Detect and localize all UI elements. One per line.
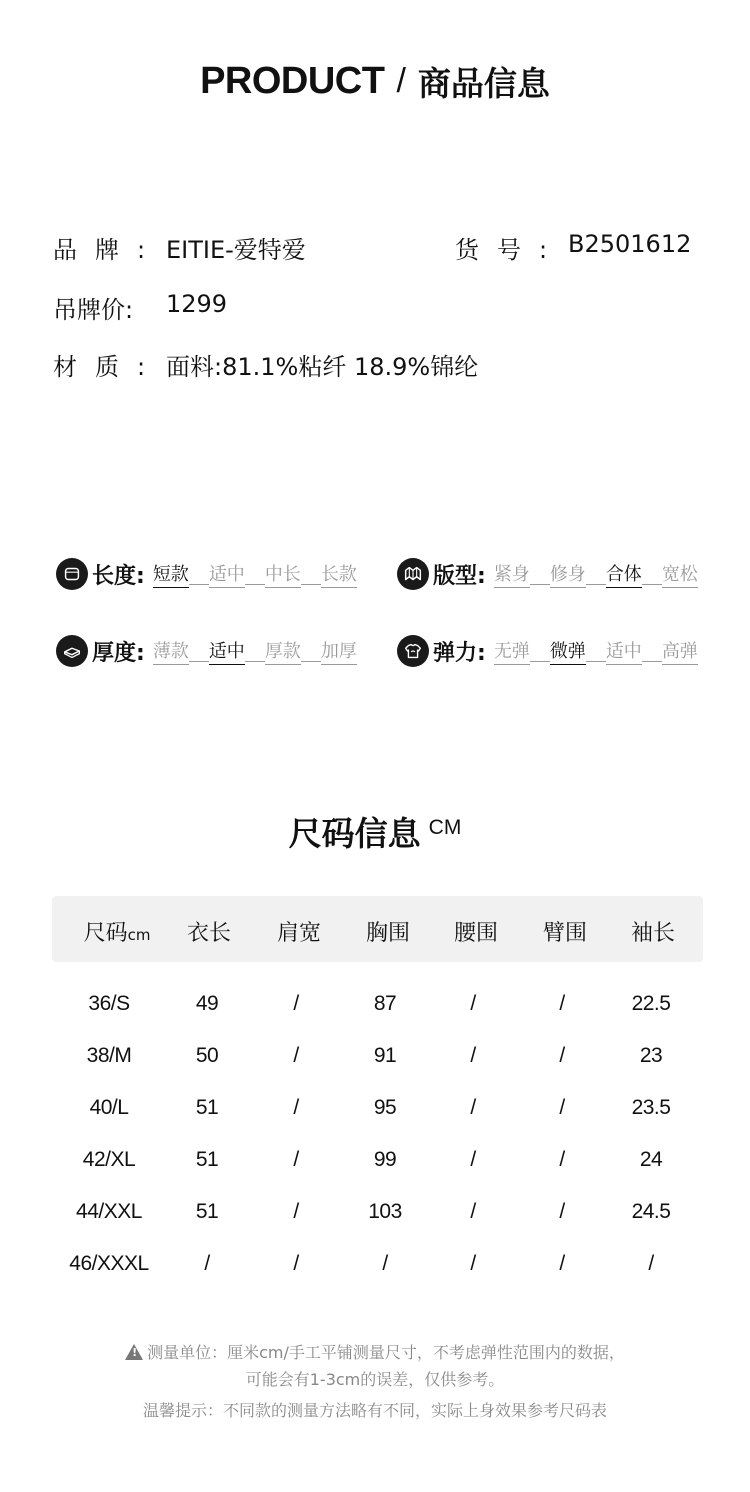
attr-elasticity-option: 无弹 (494, 637, 530, 665)
table-cell: / (559, 1096, 565, 1119)
table-header-cell: 袖长 (630, 921, 675, 946)
table-cell: / (559, 1252, 565, 1275)
table-cell: / (470, 1200, 476, 1223)
note-line-2: 可能会有1-3cm的误差，仅供参考。 (245, 1370, 505, 1389)
table-header-cell: 衣长 (186, 921, 231, 946)
option-gap (301, 640, 321, 662)
elasticity-icon (397, 635, 429, 667)
table-row-size: 36/S (88, 992, 130, 1015)
sku-value: B2501612 (568, 230, 692, 258)
table-cell: / (559, 1200, 565, 1223)
table-cell: 23 (639, 1044, 663, 1067)
attr-length-option: 适中 (209, 560, 245, 588)
material-value: 面料:81.1%粘纤 18.9%锦纶 (166, 353, 479, 381)
attr-fit-name: 版型: (433, 563, 486, 589)
note-line-1 (0, 1340, 750, 1363)
table-header-cell: 臂围 (542, 921, 587, 946)
attr-length-option: 中长 (265, 560, 301, 588)
table-cell: 22.5 (631, 992, 671, 1015)
size-title-unit: CM (428, 815, 462, 839)
attr-length-name: 长度: (92, 563, 145, 589)
attr-elasticity-option: 适中 (606, 637, 642, 665)
attr-thickness-option: 加厚 (321, 637, 357, 665)
column-unit: cm (127, 926, 151, 944)
table-cell: 49 (195, 992, 219, 1015)
table-cell: / (204, 1252, 210, 1275)
table-row-size: 40/L (89, 1096, 129, 1119)
option-gap (586, 640, 606, 662)
attr-fit-option: 合体 (606, 560, 642, 588)
attr-length (56, 557, 357, 591)
table-cell: / (293, 1044, 299, 1067)
header-title-en: PRODUCT (200, 60, 385, 102)
table-cell: / (559, 992, 565, 1015)
table-cell: / (648, 1252, 654, 1275)
table-cell: 51 (195, 1096, 219, 1119)
attr-fit-option: 宽松 (662, 560, 698, 588)
attr-elasticity-option: 高弹 (662, 637, 698, 665)
table-row-size: 42/XL (82, 1148, 136, 1171)
attr-length-option: 短款 (153, 560, 189, 588)
attr-elasticity-name: 弹力: (433, 640, 486, 666)
option-gap (530, 563, 550, 585)
table-cell: / (470, 1044, 476, 1067)
attr-fit-option: 修身 (550, 560, 586, 588)
attr-elasticity-option: 微弹 (550, 637, 586, 665)
table-row-size: 46/XXXL (69, 1252, 149, 1275)
table-cell: 51 (195, 1200, 219, 1223)
brand-row (53, 230, 163, 265)
attr-thickness-option: 薄款 (153, 637, 189, 665)
table-cell: / (559, 1044, 565, 1067)
table-cell: / (470, 1096, 476, 1119)
table-cell: / (293, 1096, 299, 1119)
table-cell: 87 (373, 992, 397, 1015)
attr-thickness-option: 适中 (209, 637, 245, 665)
table-cell: 24.5 (631, 1200, 671, 1223)
brand-label: 品牌: (53, 236, 164, 264)
table-header-cell: 肩宽 (276, 921, 321, 946)
option-gap (586, 563, 606, 585)
table-cell: 51 (195, 1148, 219, 1171)
table-cell: / (470, 992, 476, 1015)
table-cell: / (293, 1200, 299, 1223)
length-icon (56, 558, 88, 590)
option-gap (301, 563, 321, 585)
table-header-size (72, 916, 162, 947)
table-row-size: 44/XXL (76, 1200, 142, 1223)
table-cell: / (470, 1148, 476, 1171)
brand-value: EITIE-爱特爱 (166, 236, 306, 264)
material-row (53, 347, 163, 382)
attr-thickness-name: 厚度: (92, 640, 145, 666)
table-cell: / (382, 1252, 388, 1275)
table-header-cell: 腰围 (453, 921, 498, 946)
sku-label: 货号: (455, 236, 566, 264)
table-cell: / (293, 1252, 299, 1275)
table-cell: 24 (639, 1148, 663, 1171)
attr-elasticity (397, 634, 698, 668)
table-cell: 99 (373, 1148, 397, 1171)
table-cell: / (470, 1252, 476, 1275)
attr-thickness-option: 厚款 (265, 637, 301, 665)
option-gap (530, 640, 550, 662)
table-cell: 23.5 (631, 1096, 671, 1119)
option-gap (642, 640, 662, 662)
option-gap (189, 640, 209, 662)
warning-icon (125, 1344, 143, 1360)
table-cell: 95 (373, 1096, 397, 1119)
attr-fit (397, 557, 698, 591)
table-cell: 91 (373, 1044, 397, 1067)
attr-length-option: 长款 (321, 560, 357, 588)
thickness-icon (56, 635, 88, 667)
header-separator: / (396, 62, 406, 100)
note-text: 测量单位：厘米cm/手工平铺测量尺寸，不考虑弹性范围内的数据， (147, 1343, 625, 1362)
table-row-size: 38/M (86, 1044, 132, 1067)
option-gap (189, 563, 209, 585)
note-line-3: 温馨提示：不同款的测量方法略有不同，实际上身效果参考尺码表 (142, 1401, 607, 1420)
price-label: 吊牌价: (53, 296, 134, 324)
option-gap (245, 640, 265, 662)
option-gap (245, 563, 265, 585)
material-label: 材质: (53, 353, 164, 381)
table-cell: 103 (368, 1200, 402, 1223)
header-title-zh: 商品信息 (417, 64, 550, 103)
sku-row (455, 230, 565, 265)
size-title-text: 尺码信息 (288, 814, 421, 853)
option-gap (642, 563, 662, 585)
table-header-cell: 胸围 (365, 921, 410, 946)
table-cell: / (293, 992, 299, 1015)
table-cell: / (293, 1148, 299, 1171)
table-cell: / (559, 1148, 565, 1171)
page-header (0, 58, 750, 105)
fit-icon (397, 558, 429, 590)
price-value: 1299 (166, 290, 228, 318)
attr-fit-option: 紧身 (494, 560, 530, 588)
table-cell: 50 (195, 1044, 219, 1067)
column-label: 尺码 (83, 921, 128, 946)
attr-thickness (56, 634, 357, 668)
size-info-title (0, 808, 750, 855)
